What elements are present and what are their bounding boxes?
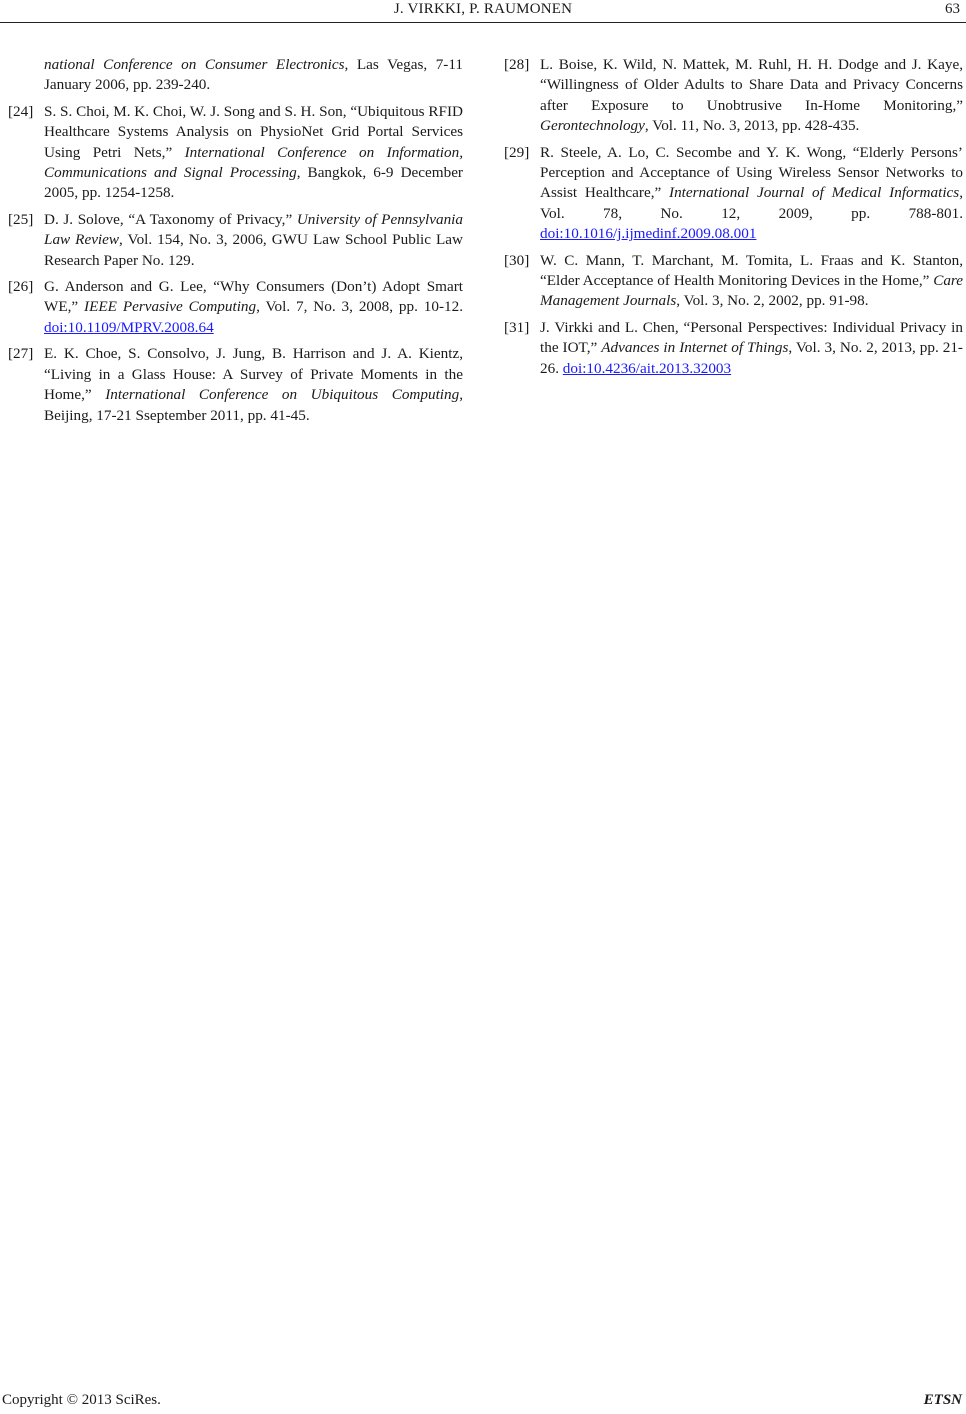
reference-venue: Care Management Journals — [540, 272, 963, 310]
reference-authors-title: E. K. Choe, S. Consolvo, J. Jung, B. Harrison and J. A. Kientz, “Living in a Glass House: A Survey of Private Moments in the Home,” — [44, 345, 463, 404]
reference-venue: International Conference on Ubiquitous Computing — [105, 386, 460, 404]
reference-details: , Beijing, 17-21 Sseptember 2011, pp. 41-45. — [44, 386, 464, 424]
reference-number: [24] — [8, 102, 34, 120]
reference-29 — [504, 143, 963, 245]
reference-details: , Vol. 7, No. 3, 2008, pp. 10-12. — [256, 298, 463, 316]
doi-link[interactable]: doi:10.1109/MPRV.2008.64 — [44, 318, 214, 336]
reference-authors-title: S. S. Choi, M. K. Choi, W. J. Song and S. H. Son, “Ubiquitous RFID Healthcare Systems Analysis on PhysioNet Grid Portal Services Using Petri Nets,” — [44, 102, 463, 161]
journal-name: ETSN — [923, 1392, 962, 1408]
doi-link[interactable]: doi:10.1016/j.ijmedinf.2009.08.001 — [540, 225, 757, 243]
reference-24 — [8, 102, 463, 204]
reference-venue: International Journal of Medical Informatics — [669, 184, 960, 202]
reference-venue: Gerontechnology — [540, 117, 645, 135]
reference-26 — [8, 277, 463, 338]
reference-number: [29] — [504, 143, 530, 161]
reference-venue: Advances in Internet of Things — [601, 339, 789, 357]
copyright-notice: Copyright © 2013 SciRes. — [2, 1392, 161, 1408]
reference-venue: IEEE Pervasive Computing — [84, 298, 257, 316]
reference-authors-title: L. Boise, K. Wild, N. Mattek, M. Ruhl, H. H. Dodge and J. Kaye, “Willingness of Older Adults to Share Data and Privacy Concerns after Exposure to Unobtrusive In-Home Monitoring,” — [540, 56, 963, 114]
reference-number: [27] — [8, 345, 34, 363]
reference-details: , Bangkok, 6-9 December 2005, pp. 1254-1258. — [44, 164, 463, 202]
reference-authors-title: R. Steele, A. Lo, C. Secombe and Y. K. Wong, “Elderly Persons’ Perception and Acceptance of Using Wireless Sensor Networks to Assist Healthcare,” — [540, 143, 963, 202]
reference-authors-title: G. Anderson and G. Lee, “Why Consumers (Don’t) Adopt Smart WE,” — [44, 278, 463, 316]
reference-continuation — [8, 55, 463, 96]
reference-27 — [8, 344, 463, 426]
header-authors: J. VIRKKI, P. RAUMONEN — [393, 1, 573, 17]
reference-number: [31] — [504, 318, 530, 336]
reference-number: [30] — [504, 251, 530, 269]
reference-number: [26] — [8, 278, 34, 296]
reference-details: , Vol. 78, No. 12, 2009, pp. 788-801. — [540, 184, 963, 222]
page-number: 63 — [945, 1, 960, 17]
reference-authors-title: W. C. Mann, T. Marchant, M. Tomita, L. Fraas and K. Stanton, “Elder Acceptance of Health Monitoring Devices in the Home,” — [540, 251, 963, 290]
continuation-venue: national Conference on Consumer Electronics — [44, 56, 345, 73]
right-column — [504, 55, 963, 385]
doi-link[interactable]: doi:10.4236/ait.2013.32003 — [562, 359, 732, 377]
reference-details: , Vol. 3, No. 2, 2002, pp. 91-98. — [676, 292, 869, 310]
reference-details: , Vol. 11, No. 3, 2013, pp. 428-435. — [644, 117, 860, 135]
reference-28 — [504, 55, 963, 137]
reference-details: , Vol. 154, No. 3, 2006, GWU Law School Public Law Research Paper No. 129. — [44, 231, 463, 269]
reference-details: , Vol. 3, No. 2, 2013, pp. 21-26. — [540, 339, 963, 377]
reference-authors-title: J. Virkki and L. Chen, “Personal Perspectives: Individual Privacy in the IOT,” — [540, 318, 963, 357]
reference-30 — [504, 251, 963, 312]
reference-authors-title: D. J. Solove, “A Taxonomy of Privacy,” — [44, 210, 297, 228]
reference-venue: International Conference on Information, Communications and Signal Processing — [44, 143, 463, 182]
reference-venue: University of Pennsylvania Law Review — [44, 210, 463, 249]
reference-31 — [504, 318, 963, 379]
continuation-details: , Las Vegas, 7-11 January 2006, pp. 239-240. — [44, 56, 463, 94]
running-header — [0, 0, 966, 23]
reference-number: [25] — [8, 210, 34, 228]
reference-25 — [8, 210, 463, 271]
left-column — [8, 55, 463, 432]
reference-number: [28] — [504, 56, 530, 73]
